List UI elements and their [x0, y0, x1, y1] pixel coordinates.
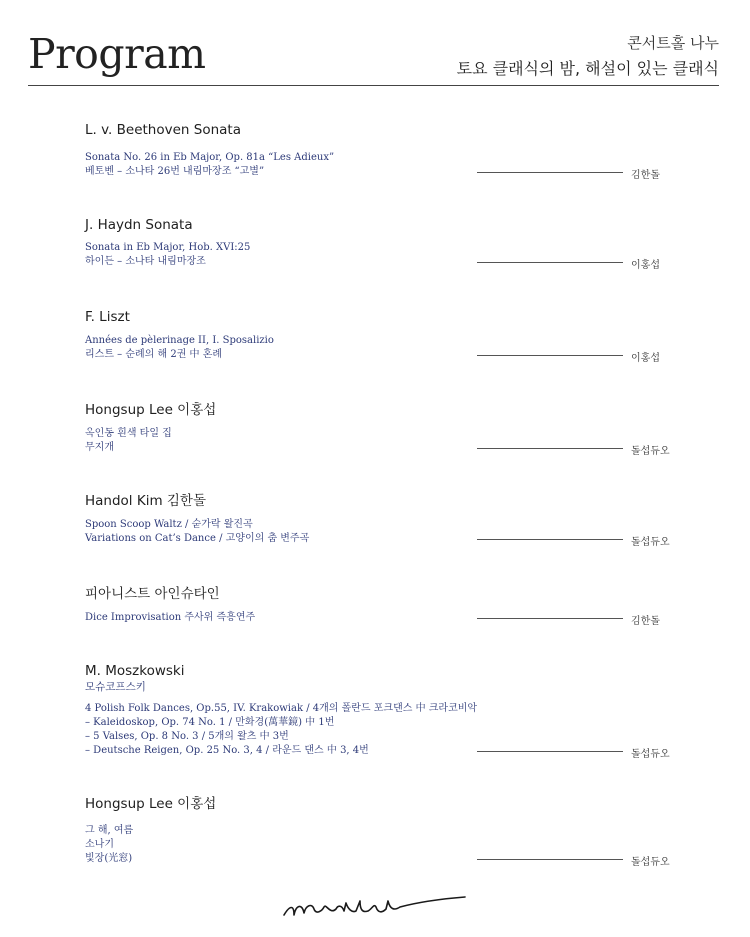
- program-item-line: 리스트 – 순례의 해 2권 中 혼례: [85, 349, 223, 360]
- program-item-body: [85, 334, 685, 362]
- performer-name: 김한돌: [631, 170, 660, 181]
- program-item: [85, 585, 685, 625]
- program-item-line: 옥인동 흰색 타일 집: [85, 428, 172, 439]
- performer-name: 돌섭듀오: [631, 537, 670, 548]
- page-title: Program: [28, 30, 206, 78]
- program-item-body: [85, 241, 685, 269]
- program-item-line: – Kaleidoskop, Op. 74 No. 1 / 만화경(萬華鏡) 中 1번: [85, 717, 335, 728]
- program-item-title: Hongsup Lee 이홍섭: [85, 402, 217, 418]
- header-divider: [28, 85, 719, 86]
- program-item-title: Hongsup Lee 이홍섭: [85, 796, 217, 812]
- program-item-body: [85, 824, 685, 866]
- program-item-title: L. v. Beethoven Sonata: [85, 122, 241, 138]
- performer-name: 돌섭듀오: [631, 446, 670, 457]
- program-item: [85, 216, 685, 269]
- program-item-line: Spoon Scoop Waltz / 숟가락 왈진곡: [85, 519, 253, 530]
- leader-line: [477, 539, 623, 540]
- leader-line: [477, 262, 623, 263]
- program-item: [85, 795, 685, 866]
- program-item-line: 소나기: [85, 839, 114, 850]
- performer-name: 돌섭듀오: [631, 857, 670, 868]
- program-item-title: 피아니스트 아인슈타인: [85, 586, 220, 602]
- program-item: [85, 662, 685, 758]
- program-item-line: – 5 Valses, Op. 8 No. 3 / 5개의 왈츠 中 3번: [85, 731, 289, 742]
- leader-line: [477, 618, 623, 619]
- program-item-line: Sonata in Eb Major, Hob. XVI:25: [85, 242, 251, 253]
- concert-subtitle: 토요 클래식의 밤, 해설이 있는 클래식: [456, 59, 719, 78]
- program-item-line: Sonata No. 26 in Eb Major, Op. 81a “Les Adieux”: [85, 152, 335, 163]
- program-item-body: [85, 702, 685, 758]
- program-item-title: F. Liszt: [85, 309, 130, 325]
- program-item-line: 4 Polish Folk Dances, Op.55, IV. Krakowiak / 4개의 폴란드 포크댄스 中 크라코비악: [85, 703, 478, 714]
- leader-line: [477, 859, 623, 860]
- venue-name: 콘서트홀 나누: [627, 34, 719, 52]
- program-item-title: J. Haydn Sonata: [85, 217, 193, 233]
- program-item-body: [85, 611, 685, 625]
- program-item-line: Variations on Cat’s Dance / 고양이의 춤 변주곡: [85, 533, 310, 544]
- program-item: [85, 492, 685, 546]
- program-item-body: [85, 518, 685, 546]
- performer-name: 이홍섭: [631, 260, 660, 271]
- program-item-body: [85, 427, 685, 455]
- program-item-title: Handol Kim 김한돌: [85, 493, 207, 509]
- program-item-subname: 모슈코프스키: [85, 681, 146, 693]
- program-item: [85, 121, 685, 179]
- page-header: [0, 0, 750, 90]
- program-item: [85, 308, 685, 362]
- program-item-line: 베토벤 – 소나타 26번 내림마장조 “고별”: [85, 166, 265, 177]
- performer-name: 이홍섭: [631, 353, 660, 364]
- program-item-line: 무지개: [85, 442, 114, 453]
- program-item-line: 빛장(光窓): [85, 853, 133, 864]
- program-item-body: [85, 151, 685, 179]
- signature-logo: [280, 893, 470, 923]
- leader-line: [477, 448, 623, 449]
- leader-line: [477, 355, 623, 356]
- leader-line: [477, 751, 623, 752]
- performer-name: 김한돌: [631, 616, 660, 627]
- program-item-line: – Deutsche Reigen, Op. 25 No. 3, 4 / 라운드 댄스 中 3, 4번: [85, 745, 369, 756]
- program-item-line: Années de pèlerinage II, I. Sposalizio: [85, 335, 274, 346]
- program-item-line: 그 해, 여름: [85, 825, 134, 836]
- program-item-line: 하이든 – 소나타 내림마장조: [85, 256, 206, 267]
- program-item-line: Dice Improvisation 주사위 즉흥연주: [85, 612, 256, 623]
- program-item: [85, 401, 685, 455]
- performer-name: 돌섭듀오: [631, 749, 670, 760]
- leader-line: [477, 172, 623, 173]
- program-item-title: M. Moszkowski: [85, 663, 185, 679]
